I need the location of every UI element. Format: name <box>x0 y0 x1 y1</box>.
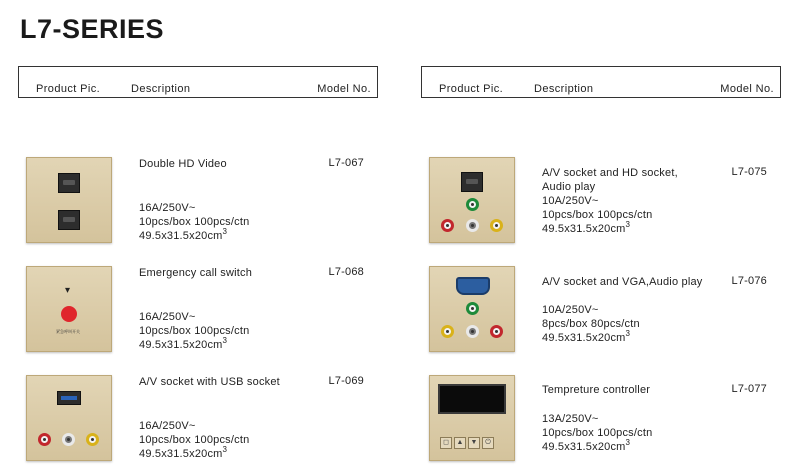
header-description: Description <box>534 83 594 95</box>
product-specs: 10A/250V~ 8pcs/box 80pcs/ctn $49.5x31.5x20cm^3$ <box>542 304 640 344</box>
product-image-av-hd <box>429 157 515 243</box>
header-model-no: Model No. <box>720 83 774 95</box>
lcd-display-icon <box>438 384 506 414</box>
mode-key-icon: ◻ <box>440 437 452 449</box>
rca-red-jack-icon <box>38 433 51 446</box>
table-header-right <box>421 66 781 98</box>
rca-yellow-jack-icon <box>490 219 503 232</box>
model-number: L7-067 <box>328 157 364 169</box>
product-l7-075 <box>421 157 783 249</box>
product-specs: 10A/250V~ 10pcs/box 100pcs/ctn $49.5x31.5x20cm^3$ <box>542 195 653 235</box>
product-description: Tempreture controller <box>542 384 651 396</box>
product-description: A/V socket and VGA,Audio play <box>542 276 703 288</box>
usb-port-icon <box>57 391 81 405</box>
product-l7-067 <box>18 157 380 249</box>
model-number: L7-075 <box>731 166 767 178</box>
product-specs: 13A/250V~ 10pcs/box 100pcs/ctn $49.5x31.5x20cm^3$ <box>542 413 653 453</box>
header-model-no: Model No. <box>317 83 371 95</box>
product-l7-076 <box>421 266 783 358</box>
product-image-temperature-controller <box>429 375 515 461</box>
product-specs: 16A/250V~ 10pcs/box 100pcs/ctn $49.5x31.5x20cm^3$ <box>139 202 250 242</box>
hdmi-port-icon <box>58 210 80 230</box>
rca-white-jack-icon <box>62 433 75 446</box>
model-number: L7-069 <box>328 375 364 387</box>
table-header-left <box>18 66 378 98</box>
product-description: Emergency call switch <box>139 267 253 279</box>
model-number: L7-068 <box>328 266 364 278</box>
rca-green-jack-icon <box>466 198 479 211</box>
product-specs: 16A/250V~ 10pcs/box 100pcs/ctn $49.5x31.5x20cm^3$ <box>139 311 250 351</box>
rca-green-jack-icon <box>466 302 479 315</box>
product-image-av-vga <box>429 266 515 352</box>
rca-yellow-jack-icon <box>441 325 454 338</box>
left-column <box>18 0 380 471</box>
up-key-icon: ▲ <box>454 437 466 449</box>
header-product-pic: Product Pic. <box>439 83 504 95</box>
arrow-down-icon: ▾ <box>65 285 71 296</box>
product-description: A/V socket with USB socket <box>139 376 280 388</box>
emergency-button-icon <box>61 306 77 322</box>
rca-yellow-jack-icon <box>86 433 99 446</box>
hdmi-port-icon <box>58 173 80 193</box>
product-l7-077 <box>421 375 783 467</box>
model-number: L7-077 <box>731 383 767 395</box>
rca-white-jack-icon <box>466 325 479 338</box>
down-key-icon: ▼ <box>468 437 480 449</box>
product-description: A/V socket and HD socket, Audio play <box>542 167 678 193</box>
rca-red-jack-icon <box>490 325 503 338</box>
product-l7-069 <box>18 375 380 467</box>
right-column <box>421 0 783 471</box>
rca-red-jack-icon <box>441 219 454 232</box>
power-key-icon: ⏻ <box>482 437 494 449</box>
header-product-pic: Product Pic. <box>36 83 101 95</box>
vga-port-icon <box>456 277 490 295</box>
product-l7-068 <box>18 266 380 358</box>
header-description: Description <box>131 83 191 95</box>
product-image-av-usb <box>26 375 112 461</box>
controller-keypad <box>440 437 494 449</box>
page-title: L7-SERIES <box>20 14 165 44</box>
rca-white-jack-icon <box>466 219 479 232</box>
product-specs: 16A/250V~ 10pcs/box 100pcs/ctn $49.5x31.5x20cm^3$ <box>139 420 250 460</box>
model-number: L7-076 <box>731 275 767 287</box>
emergency-label: 紧急呼叫开关 <box>56 329 80 334</box>
product-description: Double HD Video <box>139 158 227 170</box>
product-image-emergency-switch <box>26 266 112 352</box>
product-image-double-hd <box>26 157 112 243</box>
hdmi-port-icon <box>461 172 483 192</box>
